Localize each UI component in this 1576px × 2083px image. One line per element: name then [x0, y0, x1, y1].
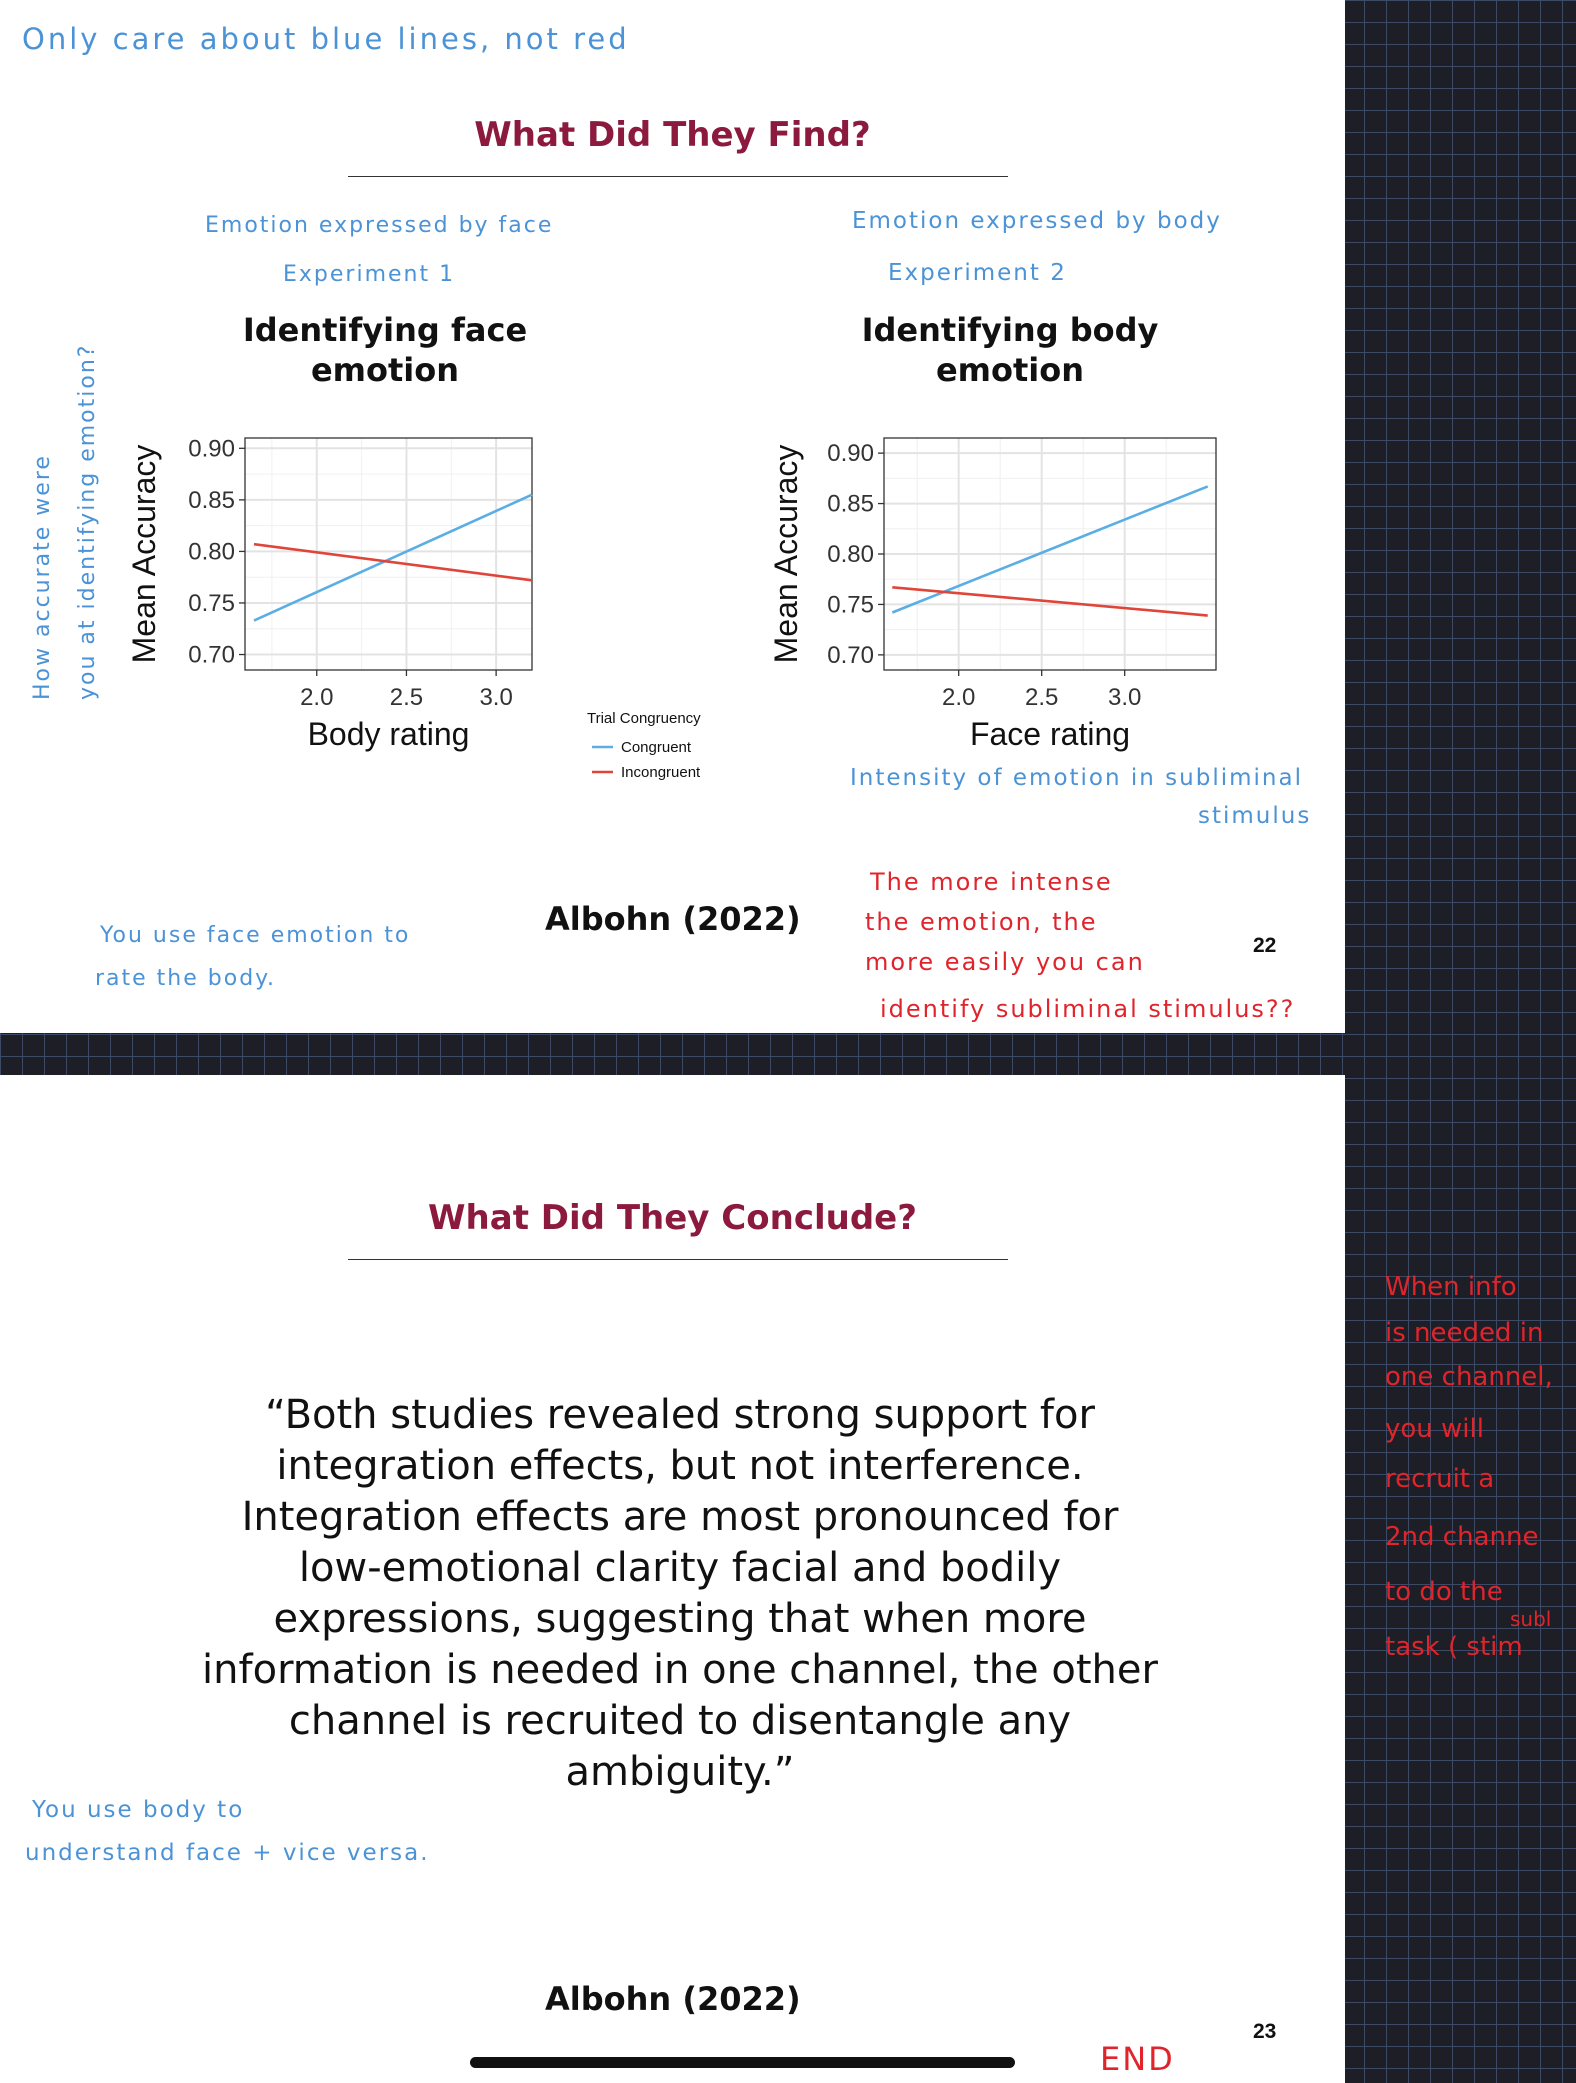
x-axis-label: Body rating	[307, 716, 470, 752]
series-line-congruent	[254, 495, 532, 621]
handwritten-red-note-2: the emotion, the	[865, 908, 1098, 936]
y-tick-label: 0.90	[188, 435, 235, 463]
side-note-line-2: is needed in	[1385, 1318, 1544, 1348]
handwritten-note-bottom-1: You use body to	[32, 1797, 245, 1823]
y-axis-label: Mean Accuracy	[768, 444, 804, 664]
series-line-incongruent	[254, 544, 532, 580]
x-tick-label: 2.0	[300, 684, 334, 711]
handwritten-note-body-1: Emotion expressed by body	[852, 208, 1222, 234]
handwritten-note-use-face-2: rate the body.	[95, 966, 277, 991]
y-tick-label: 0.75	[188, 589, 235, 617]
side-note-line-6: 2nd channe	[1385, 1522, 1539, 1552]
conclusion-quote: “Both studies revealed strong support for integration effects, but not interference. Integration effects are most pronounced for low-emotional clarity facial and bodily expressions, suggesting that when more information is needed in one channel, the other channel is recruited to disentangle any ambiguity.”	[202, 1392, 1158, 1795]
chart-legend	[585, 705, 745, 785]
y-tick-label: 0.75	[827, 591, 874, 619]
face-panel-title: Identifying face emotion	[242, 311, 528, 389]
handwritten-note-top: Only care about blue lines, not red	[22, 22, 630, 56]
body-emotion-chart	[768, 420, 1212, 760]
handwritten-note-face-1: Emotion expressed by face	[205, 213, 554, 238]
handwritten-note-intensity-1: Intensity of emotion in subliminal	[850, 765, 1303, 791]
y-tick-label: 0.80	[827, 541, 874, 568]
y-tick-label: 0.85	[827, 490, 874, 518]
handwritten-red-note-1: The more intense	[870, 868, 1113, 896]
side-note-line-1: When info	[1385, 1272, 1517, 1302]
x-tick-label: 3.0	[1108, 684, 1142, 711]
handwritten-note-left-1: How accurate were	[30, 454, 55, 700]
home-indicator[interactable]	[470, 2057, 1015, 2068]
slide-title: What Did They Find?	[474, 115, 871, 155]
handwritten-note-body-2: Experiment 2	[888, 260, 1067, 286]
slide-title: What Did They Conclude?	[428, 1198, 917, 1238]
x-tick-label: 2.5	[1025, 684, 1059, 711]
title-divider	[348, 1259, 1008, 1260]
x-tick-label: 2.0	[942, 684, 976, 711]
handwritten-note-intensity-2: stimulus	[1198, 803, 1312, 829]
side-note-line-8: subl	[1510, 1607, 1552, 1631]
body-panel-title: Identifying body emotion	[861, 311, 1159, 389]
legend-congruent-label: Congruent	[621, 739, 692, 756]
handwritten-note-use-face-1: You use face emotion to	[100, 923, 411, 948]
plot-border	[245, 438, 532, 670]
y-tick-label: 0.85	[188, 486, 235, 514]
y-axis-label: Mean Accuracy	[126, 444, 162, 664]
y-tick-label: 0.80	[188, 538, 235, 566]
page-number: 23	[1253, 2020, 1277, 2043]
citation: Albohn (2022)	[545, 1980, 801, 2018]
series-line-congruent	[892, 486, 1207, 612]
y-tick-label: 0.90	[827, 440, 874, 468]
legend-title: Trial Congruency	[587, 710, 701, 727]
side-note-line-9: task ( stim	[1385, 1632, 1523, 1662]
y-tick-label: 0.70	[827, 641, 874, 669]
x-tick-label: 2.5	[389, 684, 424, 711]
legend-incongruent-label: Incongruent	[621, 764, 701, 781]
title-divider	[348, 176, 1008, 177]
handwritten-red-note-3: more easily you can	[865, 948, 1145, 976]
citation: Albohn (2022)	[545, 900, 801, 938]
series-line-incongruent	[892, 587, 1207, 615]
face-emotion-chart	[120, 420, 560, 760]
y-tick-label: 0.70	[188, 641, 235, 669]
side-note-line-7: to do the	[1385, 1577, 1503, 1607]
side-note-line-4: you will	[1385, 1414, 1484, 1444]
x-tick-label: 3.0	[479, 684, 513, 711]
side-note-line-5: recruit a	[1385, 1464, 1495, 1494]
side-note-line-3: one channel,	[1385, 1362, 1553, 1392]
page-number: 22	[1253, 934, 1277, 957]
handwritten-note-face-2: Experiment 1	[283, 262, 456, 287]
handwritten-red-note-4: identify subliminal stimulus??	[880, 995, 1296, 1023]
slide-what-did-they-find[interactable]	[0, 0, 1345, 1033]
handwritten-end-note: END	[1100, 2040, 1175, 2078]
handwritten-note-left-2: you at identifying emotion?	[75, 343, 100, 700]
x-axis-label: Face rating	[969, 716, 1131, 752]
handwritten-note-bottom-2: understand face + vice versa.	[25, 1840, 430, 1866]
